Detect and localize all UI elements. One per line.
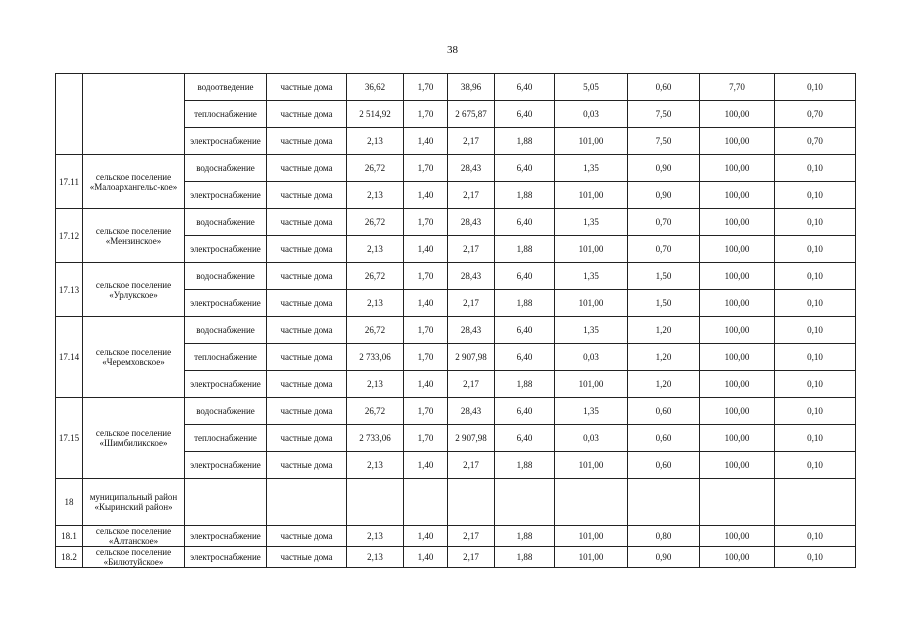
value-cell-4: 6,40 [495, 263, 555, 290]
housing-type-cell: частные дома [267, 101, 347, 128]
value-cell-1: 26,72 [347, 209, 404, 236]
value-cell-7: 100,00 [700, 344, 775, 371]
value-cell-7: 100,00 [700, 547, 775, 568]
value-cell-8: 0,10 [775, 425, 856, 452]
value-cell-1: 26,72 [347, 398, 404, 425]
value-cell-2: 1,70 [404, 263, 448, 290]
value-cell-8: 0,10 [775, 263, 856, 290]
value-cell-3: 2 907,98 [448, 425, 495, 452]
value-cell-6: 7,50 [628, 101, 700, 128]
value-cell-7: 100,00 [700, 526, 775, 547]
housing-type-cell: частные дома [267, 128, 347, 155]
value-cell-7: 100,00 [700, 452, 775, 479]
value-cell-1: 2,13 [347, 371, 404, 398]
service-cell [185, 479, 267, 526]
service-cell: электроснабжение [185, 547, 267, 568]
value-cell-3: 28,43 [448, 155, 495, 182]
value-cell-8: 0,10 [775, 317, 856, 344]
table-row [56, 398, 856, 425]
value-cell-3: 28,43 [448, 209, 495, 236]
service-cell: теплоснабжение [185, 101, 267, 128]
table-row [56, 547, 856, 568]
value-cell-8: 0,10 [775, 344, 856, 371]
value-cell-8: 0,10 [775, 182, 856, 209]
service-cell: электроснабжение [185, 452, 267, 479]
row-number-cell: 17.13 [56, 263, 83, 317]
page-number: 38 [447, 44, 458, 56]
value-cell-5: 101,00 [555, 236, 628, 263]
value-cell-8: 0,10 [775, 398, 856, 425]
value-cell-1: 26,72 [347, 317, 404, 344]
service-cell: электроснабжение [185, 526, 267, 547]
value-cell-4: 6,40 [495, 317, 555, 344]
value-cell-8: 0,10 [775, 209, 856, 236]
value-cell-6: 0,60 [628, 398, 700, 425]
value-cell-2: 1,70 [404, 344, 448, 371]
table-row [56, 74, 856, 101]
value-cell-8: 0,10 [775, 290, 856, 317]
value-cell-1: 2 733,06 [347, 425, 404, 452]
value-cell-6: 1,50 [628, 263, 700, 290]
service-cell: теплоснабжение [185, 344, 267, 371]
value-cell-7: 100,00 [700, 290, 775, 317]
value-cell-1: 26,72 [347, 263, 404, 290]
service-cell: водоснабжение [185, 398, 267, 425]
service-cell: электроснабжение [185, 290, 267, 317]
value-cell-1: 2,13 [347, 526, 404, 547]
value-cell-3: 2,17 [448, 182, 495, 209]
value-cell-6: 0,60 [628, 74, 700, 101]
row-number-cell: 17.14 [56, 317, 83, 398]
housing-type-cell: частные дома [267, 209, 347, 236]
value-cell-2: 1,70 [404, 317, 448, 344]
value-cell-6: 7,50 [628, 128, 700, 155]
value-cell-4: 1,88 [495, 526, 555, 547]
service-cell: водоснабжение [185, 155, 267, 182]
settlement-name-cell: муниципальный район «Кыринский район» [83, 479, 185, 526]
value-cell-2: 1,70 [404, 101, 448, 128]
table-row [56, 263, 856, 290]
housing-type-cell: частные дома [267, 371, 347, 398]
value-cell-7: 100,00 [700, 425, 775, 452]
value-cell-8: 0,10 [775, 155, 856, 182]
tariff-table [55, 73, 856, 568]
value-cell-4: 6,40 [495, 425, 555, 452]
service-cell: водоотведение [185, 74, 267, 101]
service-cell: водоснабжение [185, 209, 267, 236]
value-cell-2: 1,40 [404, 547, 448, 568]
value-cell-3: 2 907,98 [448, 344, 495, 371]
service-cell: электроснабжение [185, 236, 267, 263]
value-cell-4: 6,40 [495, 74, 555, 101]
row-number-cell: 17.15 [56, 398, 83, 479]
value-cell-7: 7,70 [700, 74, 775, 101]
housing-type-cell: частные дома [267, 182, 347, 209]
value-cell-5: 1,35 [555, 317, 628, 344]
value-cell-3: 2 675,87 [448, 101, 495, 128]
value-cell-8: 0,10 [775, 74, 856, 101]
settlement-name-cell: сельское поселение «Малоархангельс-кое» [83, 155, 185, 209]
housing-type-cell: частные дома [267, 290, 347, 317]
value-cell-4: 1,88 [495, 452, 555, 479]
value-cell-2: 1,40 [404, 128, 448, 155]
settlement-name-cell: сельское поселение «Черемховское» [83, 317, 185, 398]
value-cell-5: 0,03 [555, 425, 628, 452]
settlement-name-cell: сельское поселение «Шимбиликское» [83, 398, 185, 479]
value-cell-5 [555, 479, 628, 526]
value-cell-3 [448, 479, 495, 526]
value-cell-4: 6,40 [495, 155, 555, 182]
service-cell: водоснабжение [185, 263, 267, 290]
value-cell-2: 1,70 [404, 74, 448, 101]
value-cell-7 [700, 479, 775, 526]
value-cell-6: 0,80 [628, 526, 700, 547]
value-cell-8: 0,10 [775, 452, 856, 479]
value-cell-1: 2,13 [347, 182, 404, 209]
service-cell: водоснабжение [185, 317, 267, 344]
value-cell-4: 6,40 [495, 344, 555, 371]
service-cell: электроснабжение [185, 182, 267, 209]
table-row [56, 209, 856, 236]
table-body [56, 74, 856, 568]
value-cell-6: 1,50 [628, 290, 700, 317]
value-cell-7: 100,00 [700, 236, 775, 263]
row-number-cell: 17.11 [56, 155, 83, 209]
housing-type-cell: частные дома [267, 317, 347, 344]
value-cell-3: 2,17 [448, 371, 495, 398]
value-cell-4 [495, 479, 555, 526]
housing-type-cell [267, 479, 347, 526]
value-cell-8: 0,10 [775, 547, 856, 568]
value-cell-4: 1,88 [495, 547, 555, 568]
value-cell-4: 1,88 [495, 128, 555, 155]
settlement-name-cell: сельское поселение «Билютуйское» [83, 547, 185, 568]
service-cell: электроснабжение [185, 371, 267, 398]
service-cell: теплоснабжение [185, 425, 267, 452]
housing-type-cell: частные дома [267, 547, 347, 568]
value-cell-4: 6,40 [495, 398, 555, 425]
value-cell-5: 101,00 [555, 371, 628, 398]
value-cell-7: 100,00 [700, 128, 775, 155]
value-cell-5: 0,03 [555, 101, 628, 128]
value-cell-6: 1,20 [628, 317, 700, 344]
value-cell-2: 1,40 [404, 371, 448, 398]
row-number-cell: 18.2 [56, 547, 83, 568]
value-cell-2: 1,70 [404, 398, 448, 425]
service-cell: электроснабжение [185, 128, 267, 155]
value-cell-5: 0,03 [555, 344, 628, 371]
housing-type-cell: частные дома [267, 526, 347, 547]
value-cell-1: 2,13 [347, 128, 404, 155]
value-cell-3: 2,17 [448, 452, 495, 479]
value-cell-6: 0,90 [628, 155, 700, 182]
value-cell-3: 28,43 [448, 398, 495, 425]
value-cell-7: 100,00 [700, 317, 775, 344]
housing-type-cell: частные дома [267, 74, 347, 101]
settlement-name-cell [83, 74, 185, 155]
value-cell-6: 0,60 [628, 425, 700, 452]
value-cell-6: 0,90 [628, 547, 700, 568]
value-cell-7: 100,00 [700, 371, 775, 398]
value-cell-5: 1,35 [555, 263, 628, 290]
row-number-cell: 18 [56, 479, 83, 526]
row-number-cell: 17.12 [56, 209, 83, 263]
value-cell-5: 101,00 [555, 128, 628, 155]
housing-type-cell: частные дома [267, 425, 347, 452]
table-row [56, 479, 856, 526]
value-cell-4: 1,88 [495, 236, 555, 263]
settlement-name-cell: сельское поселение «Алтанское» [83, 526, 185, 547]
value-cell-1: 2,13 [347, 236, 404, 263]
value-cell-3: 28,43 [448, 317, 495, 344]
value-cell-1: 2 733,06 [347, 344, 404, 371]
housing-type-cell: частные дома [267, 398, 347, 425]
value-cell-4: 1,88 [495, 371, 555, 398]
value-cell-6: 1,20 [628, 344, 700, 371]
value-cell-1 [347, 479, 404, 526]
value-cell-8 [775, 479, 856, 526]
value-cell-4: 6,40 [495, 101, 555, 128]
value-cell-1: 2 514,92 [347, 101, 404, 128]
value-cell-2: 1,70 [404, 425, 448, 452]
housing-type-cell: частные дома [267, 452, 347, 479]
value-cell-3: 38,96 [448, 74, 495, 101]
housing-type-cell: частные дома [267, 344, 347, 371]
table-row [56, 155, 856, 182]
value-cell-5: 101,00 [555, 290, 628, 317]
value-cell-8: 0,70 [775, 128, 856, 155]
value-cell-1: 2,13 [347, 547, 404, 568]
value-cell-6: 0,70 [628, 209, 700, 236]
value-cell-2: 1,70 [404, 155, 448, 182]
value-cell-6 [628, 479, 700, 526]
value-cell-6: 0,70 [628, 236, 700, 263]
value-cell-1: 2,13 [347, 290, 404, 317]
row-number-cell: 18.1 [56, 526, 83, 547]
settlement-name-cell: сельское поселение «Мензинское» [83, 209, 185, 263]
table-row [56, 526, 856, 547]
value-cell-2 [404, 479, 448, 526]
value-cell-1: 2,13 [347, 452, 404, 479]
value-cell-5: 101,00 [555, 452, 628, 479]
value-cell-5: 5,05 [555, 74, 628, 101]
value-cell-1: 36,62 [347, 74, 404, 101]
settlement-name-cell: сельское поселение «Урлукское» [83, 263, 185, 317]
housing-type-cell: частные дома [267, 263, 347, 290]
value-cell-3: 28,43 [448, 263, 495, 290]
row-number-cell [56, 74, 83, 155]
value-cell-5: 1,35 [555, 398, 628, 425]
value-cell-3: 2,17 [448, 128, 495, 155]
value-cell-2: 1,40 [404, 236, 448, 263]
value-cell-2: 1,40 [404, 526, 448, 547]
value-cell-3: 2,17 [448, 290, 495, 317]
value-cell-5: 1,35 [555, 155, 628, 182]
value-cell-4: 1,88 [495, 182, 555, 209]
value-cell-8: 0,10 [775, 526, 856, 547]
value-cell-6: 0,60 [628, 452, 700, 479]
value-cell-2: 1,40 [404, 182, 448, 209]
value-cell-6: 1,20 [628, 371, 700, 398]
value-cell-3: 2,17 [448, 547, 495, 568]
value-cell-7: 100,00 [700, 398, 775, 425]
value-cell-7: 100,00 [700, 209, 775, 236]
housing-type-cell: частные дома [267, 155, 347, 182]
value-cell-3: 2,17 [448, 526, 495, 547]
value-cell-3: 2,17 [448, 236, 495, 263]
housing-type-cell: частные дома [267, 236, 347, 263]
value-cell-7: 100,00 [700, 182, 775, 209]
value-cell-7: 100,00 [700, 263, 775, 290]
value-cell-5: 1,35 [555, 209, 628, 236]
value-cell-7: 100,00 [700, 101, 775, 128]
value-cell-2: 1,70 [404, 209, 448, 236]
value-cell-7: 100,00 [700, 155, 775, 182]
value-cell-2: 1,40 [404, 452, 448, 479]
value-cell-5: 101,00 [555, 182, 628, 209]
value-cell-8: 0,70 [775, 101, 856, 128]
value-cell-2: 1,40 [404, 290, 448, 317]
value-cell-1: 26,72 [347, 155, 404, 182]
value-cell-6: 0,90 [628, 182, 700, 209]
value-cell-5: 101,00 [555, 526, 628, 547]
value-cell-5: 101,00 [555, 547, 628, 568]
value-cell-4: 1,88 [495, 290, 555, 317]
table-row [56, 317, 856, 344]
value-cell-8: 0,10 [775, 236, 856, 263]
value-cell-8: 0,10 [775, 371, 856, 398]
value-cell-4: 6,40 [495, 209, 555, 236]
